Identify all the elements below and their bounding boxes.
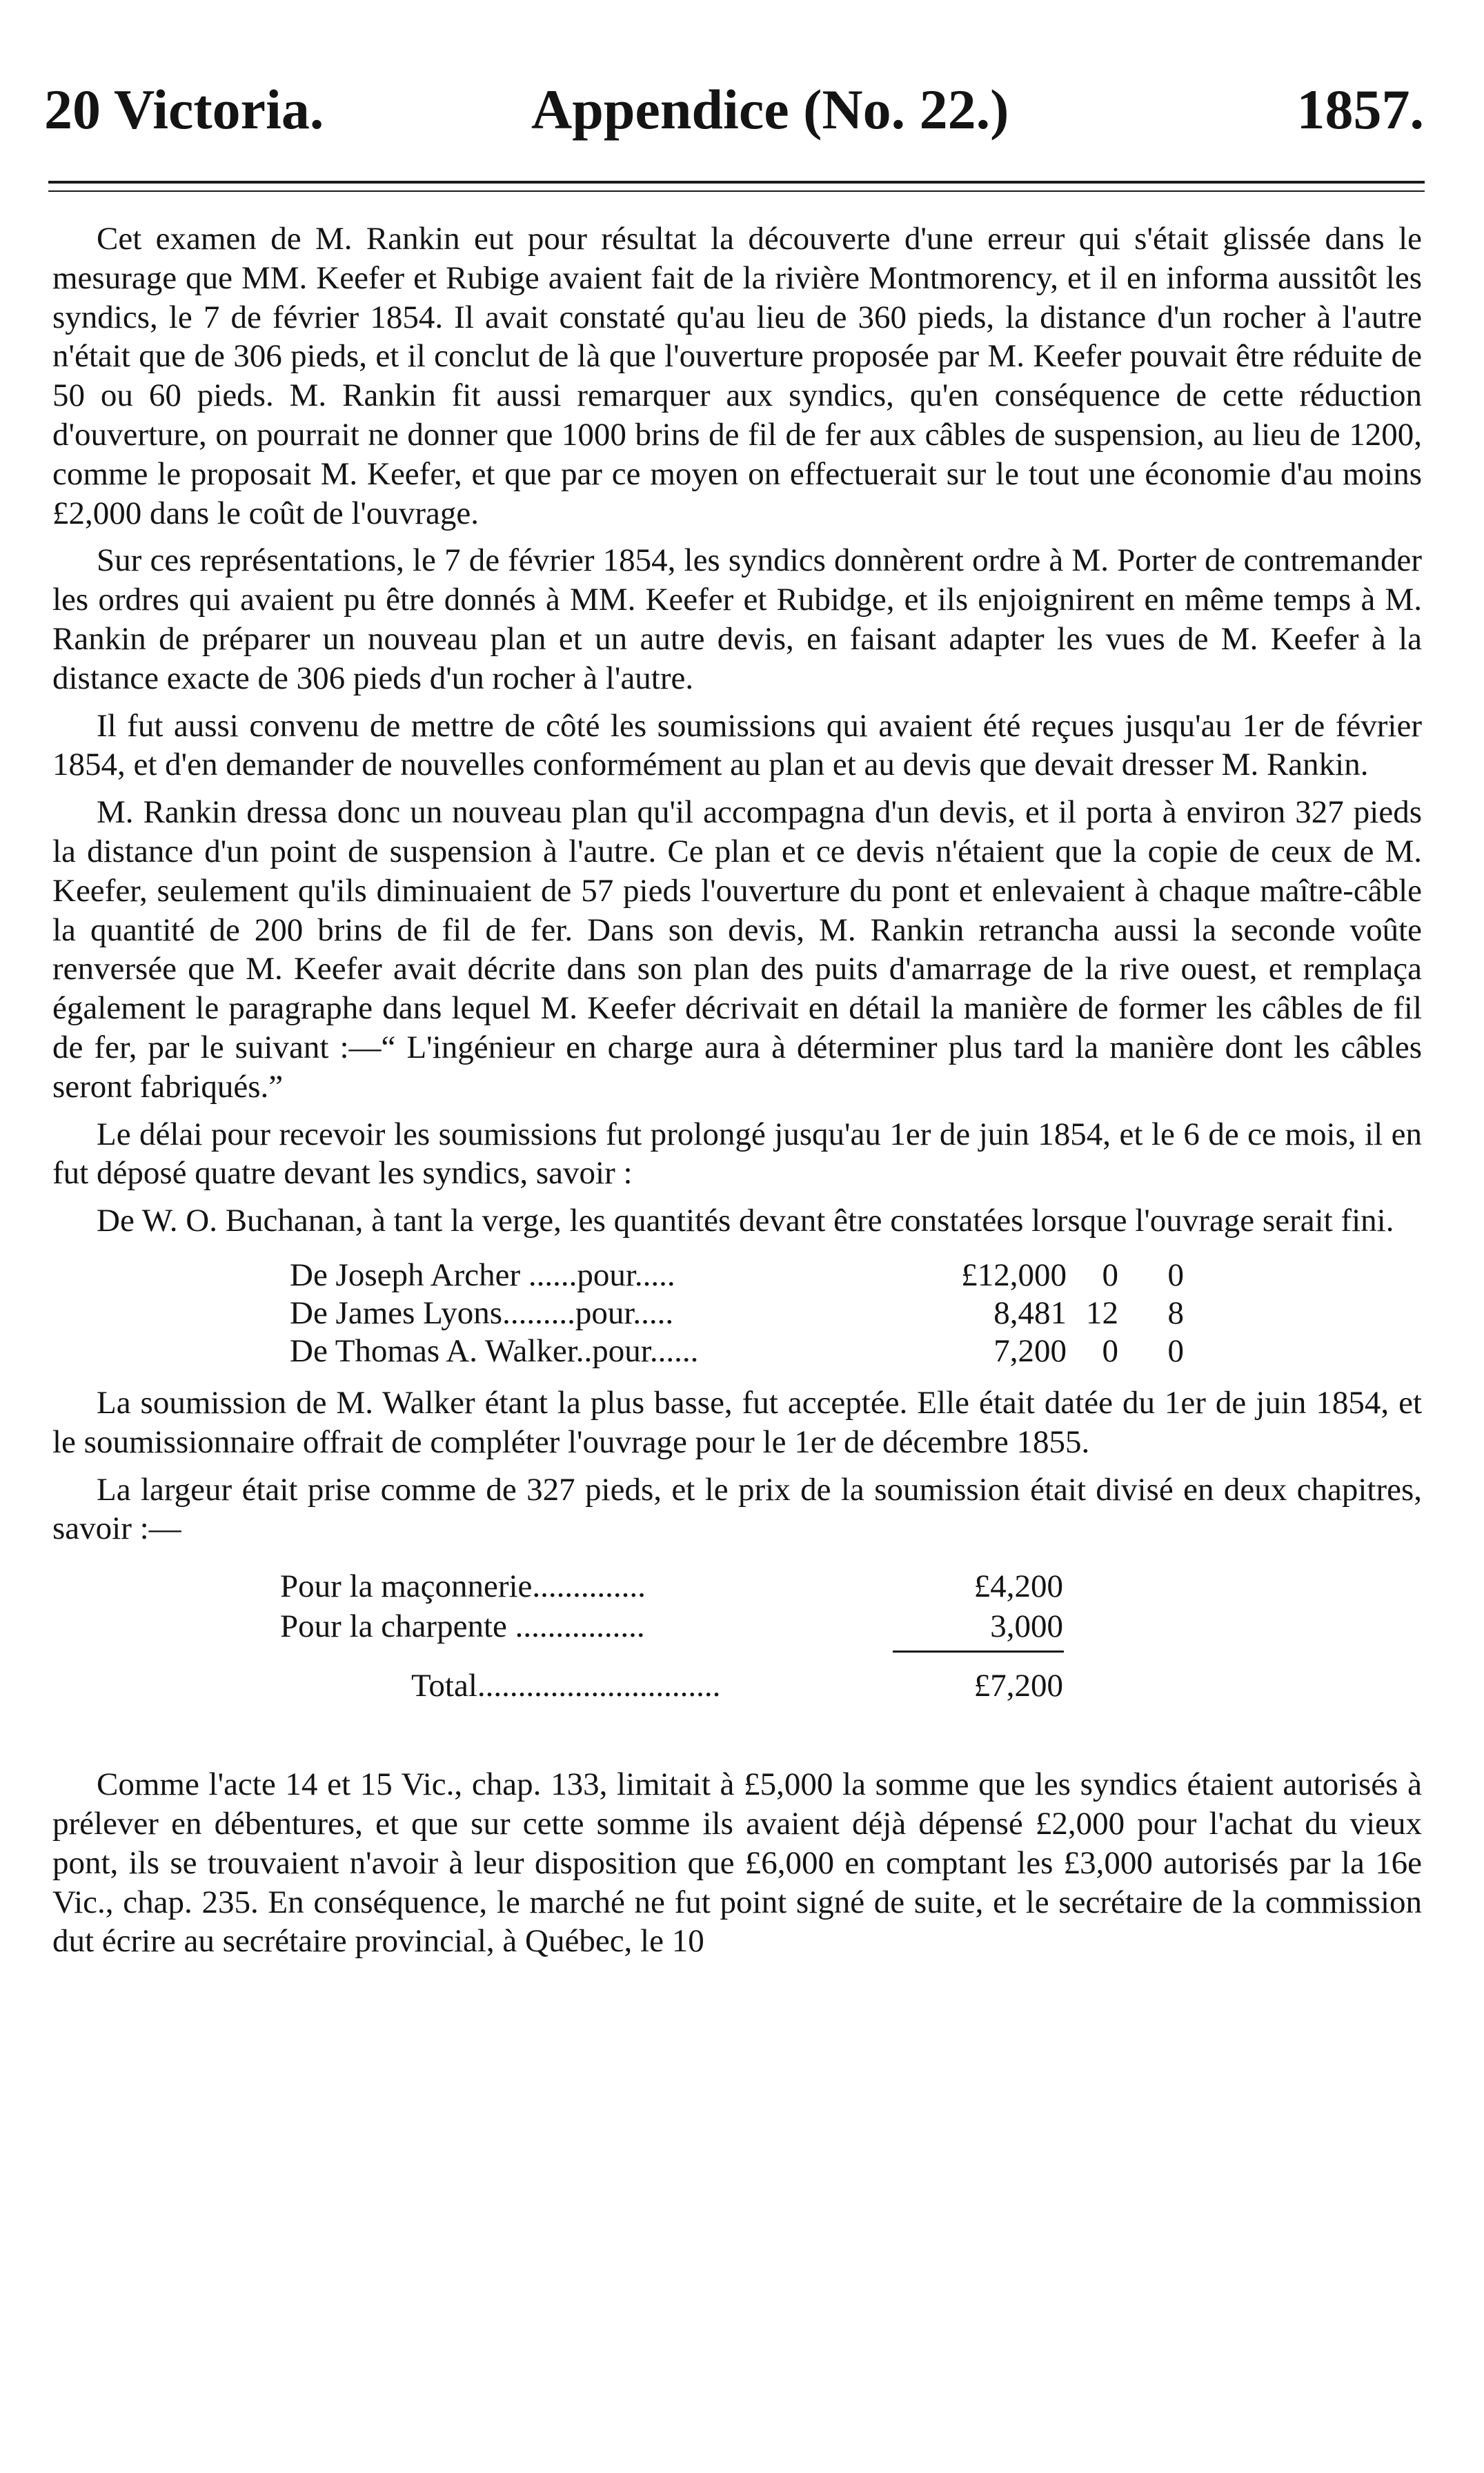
running-header	[44, 72, 1424, 148]
paragraph-walker-accepted: La soumission de M. Walker étant la plus basse, fut acceptée. Elle était datée du 1er de juin 1854, et le soumissionnaire offrait de compléter l'ouvrage pour le 1er de décembre 1855.	[52, 1384, 1422, 1460]
budget-label: Pour la charpente ................	[280, 1608, 645, 1645]
budget-total-amount: £7,200	[973, 1668, 1063, 1704]
paragraph-price-division: La largeur était prise comme de 327 pieds, et le prix de la soumission était divisé en deux chapitres, savoir :—	[52, 1471, 1422, 1547]
paragraph-buchanan: De W. O. Buchanan, à tant la verge, les quantités devant être constatées lorsque l'ouvrage serait fini.	[97, 1203, 1394, 1239]
tender-pounds: £12,000	[961, 1257, 1067, 1293]
budget-sum-rule	[893, 1651, 1064, 1653]
tender-shillings: 0	[1102, 1332, 1118, 1369]
tender-pence: 0	[1167, 1332, 1184, 1369]
budget-row	[52, 1566, 1422, 1606]
tender-name: De Thomas A. Walker..pour......	[290, 1332, 699, 1369]
tender-pence: 8	[1167, 1294, 1184, 1331]
header-rule-thick	[48, 181, 1425, 184]
budget-amount: 3,000	[990, 1608, 1063, 1645]
tender-pounds: 8,481	[993, 1294, 1067, 1331]
budget-total-row	[52, 1666, 1422, 1706]
paragraph-new-plan: M. Rankin dressa donc un nouveau plan qu'il accompagna d'un devis, et il porta à environ 327 pieds la distance d'un point de suspension à l'autre. Ce plan et ce devis n'étaient que la copie de ceux de M. Keefer, seulement qu'ils diminuaient de 57 pieds l'ouverture du pont et enlevaient à chaque maître-câble la quantité de 200 brins de fil de fer. Dans son devis, M. Rankin retrancha aussi la seconde voûte renversée que M. Keefer avait décrite dans son plan des puits d'amarrage de la rive ouest, et remplaça également le paragraphe dans lequel M. Keefer décrivait en détail la manière de former les câbles de fil de fer, par le suivant :—“ L'ingénieur en charge aura à déterminer plus tard la manière dont les câbles seront fabriqués.”	[52, 794, 1422, 1105]
tender-row	[52, 1256, 1422, 1295]
tender-list	[52, 1249, 1422, 1375]
tender-name: De James Lyons.........pour.....	[290, 1294, 674, 1331]
tender-pounds: 7,200	[993, 1332, 1067, 1369]
tender-row	[52, 1332, 1422, 1371]
paragraph-debentures: Comme l'acte 14 et 15 Vic., chap. 133, limitait à £5,000 la somme que les syndics étaient autorisés à prélever en débentures, et que sur cette somme ils avaient déjà dépensé £2,000 pour l'achat du vieux pont, ils se trouvaient n'avoir à leur disposition que £6,000 en comptant les £3,000 autorisés par la 16e Vic., chap. 235. En conséquence, le marché ne fut point signé de suite, et le secrétaire de la commission dut écrire au secrétaire provincial, à Québec, le 10	[52, 1766, 1422, 1960]
tender-name: De Joseph Archer ......pour.....	[290, 1257, 675, 1293]
header-year: 1857.	[1296, 78, 1424, 141]
paragraph-deadline: Le délai pour recevoir les soumissions fut prolongé jusqu'au 1er de juin 1854, et le 6 de ce mois, il en fut déposé quatre devant les syndics, savoir :	[52, 1116, 1422, 1192]
paragraph-representations: Sur ces représentations, le 7 de février 1854, les syndics donnèrent ordre à M. Porter de contremander les ordres qui avaient pu être donnés à MM. Keefer et Rubidge, et ils enjoignirent en même temps à M. Rankin de préparer un nouveau plan et un autre devis, en faisant adapter les vues de M. Keefer à la distance exacte de 306 pieds d'un rocher à l'autre.	[52, 542, 1422, 696]
header-appendix: Appendice (No. 22.)	[531, 78, 1009, 141]
page-body	[52, 219, 1422, 1961]
budget-row	[52, 1606, 1422, 1646]
tender-row	[52, 1294, 1422, 1333]
header-session: 20 Victoria.	[44, 78, 324, 141]
paragraph-rankin-exam: Cet examen de M. Rankin eut pour résultat la découverte d'une erreur qui s'était glissée dans le mesurage que MM. Keefer et Rubige avaient fait de la rivière Montmorency, et il en informa aussitôt les syndics, le 7 de février 1854. Il avait constaté qu'au lieu de 360 pieds, la distance d'un rocher à l'autre n'était que de 306 pieds, et il conclut de là que l'ouverture proposée par M. Keefer pouvait être réduite de 50 ou 60 pieds. M. Rankin fit aussi remarquer aux syndics, qu'en conséquence de cette réduction d'ouverture, on pourrait ne donner que 1000 brins de fil de fer aux câbles de suspension, au lieu de 1200, comme le proposait M. Keefer, et que par ce moyen on effectuerait sur le tout une économie d'au moins £2,000 dans le coût de l'ouvrage.	[52, 221, 1422, 531]
tender-pence: 0	[1167, 1257, 1184, 1293]
budget-amount: £4,200	[973, 1568, 1063, 1605]
paragraph-tenders-set-aside: Il fut aussi convenu de mettre de côté les soumissions qui avaient été reçues jusqu'au 1er de février 1854, et d'en demander de nouvelles conformément au plan et au devis que devait dresser M. Rankin.	[52, 707, 1422, 783]
budget-table	[52, 1557, 1422, 1757]
header-rule-thin	[48, 190, 1425, 192]
tender-shillings: 12	[1086, 1294, 1118, 1331]
tender-shillings: 0	[1102, 1257, 1118, 1293]
budget-total-label: Total..............................	[411, 1668, 721, 1704]
budget-label: Pour la maçonnerie..............	[280, 1568, 646, 1605]
